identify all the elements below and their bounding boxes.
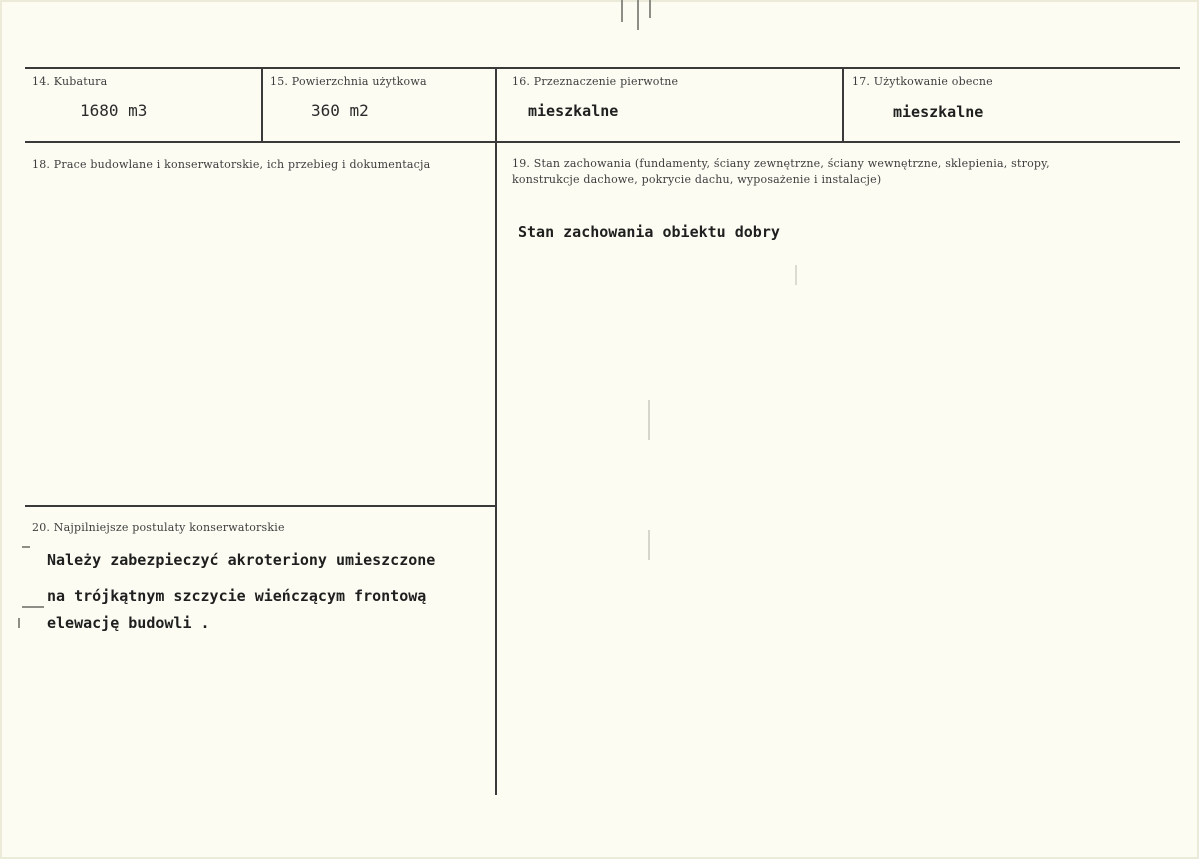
field-17-value: mieszkalne: [893, 103, 984, 121]
divider-14-15: [261, 67, 263, 143]
field-19-value: Stan zachowania obiektu dobry: [518, 223, 780, 241]
field-20-label: 20. Najpilniejsze postulaty konserwatorskie: [32, 521, 285, 534]
field-17-label: 17. Użytkowanie obecne: [852, 75, 993, 88]
field-20-line-2: na trójkątnym szczycie wieńczącym frontową: [47, 587, 427, 605]
field-18-label: 18. Prace budowlane i konserwatorskie, ich przebieg i dokumentacja: [32, 158, 431, 171]
field-14-value: 1680 m3: [80, 101, 148, 120]
field-15-label: 15. Powierzchnia użytkowa: [270, 75, 427, 88]
scan-mark-top: [621, 0, 623, 22]
field-14-label: 14. Kubatura: [32, 75, 108, 88]
field-20-line-1: Należy zabezpieczyć akroteriony umieszczone: [47, 551, 436, 569]
scan-mark-mid-3: [795, 265, 797, 285]
top-rule: [25, 67, 1180, 69]
field-19-label-line2: konstrukcje dachowe, pokrycie dachu, wyposażenie i instalacje): [512, 173, 882, 186]
scan-mark-left-2: [22, 606, 44, 608]
divider-16-17: [842, 67, 844, 143]
row1-bottom-rule: [25, 141, 1180, 143]
scan-mark-top-3: [649, 0, 651, 18]
field-16-value: mieszkalne: [528, 102, 619, 120]
field-19-label-line1: 19. Stan zachowania (fundamenty, ściany zewnętrzne, ściany wewnętrzne, sklepienia, stropy,: [512, 157, 1050, 170]
scan-mark-left-3: [18, 618, 20, 628]
field-16-label: 16. Przeznaczenie pierwotne: [512, 75, 679, 88]
main-column-divider: [495, 141, 497, 795]
scan-mark-left-1: [22, 546, 30, 548]
section-18-bottom-rule: [25, 505, 497, 507]
scan-mark-top-2: [637, 0, 639, 30]
divider-15-16: [495, 67, 497, 143]
field-20-line-3: elewację budowli .: [47, 614, 210, 632]
scan-mark-mid-1: [648, 400, 650, 440]
field-15-value: 360 m2: [311, 101, 369, 120]
scan-mark-mid-2: [648, 530, 650, 560]
